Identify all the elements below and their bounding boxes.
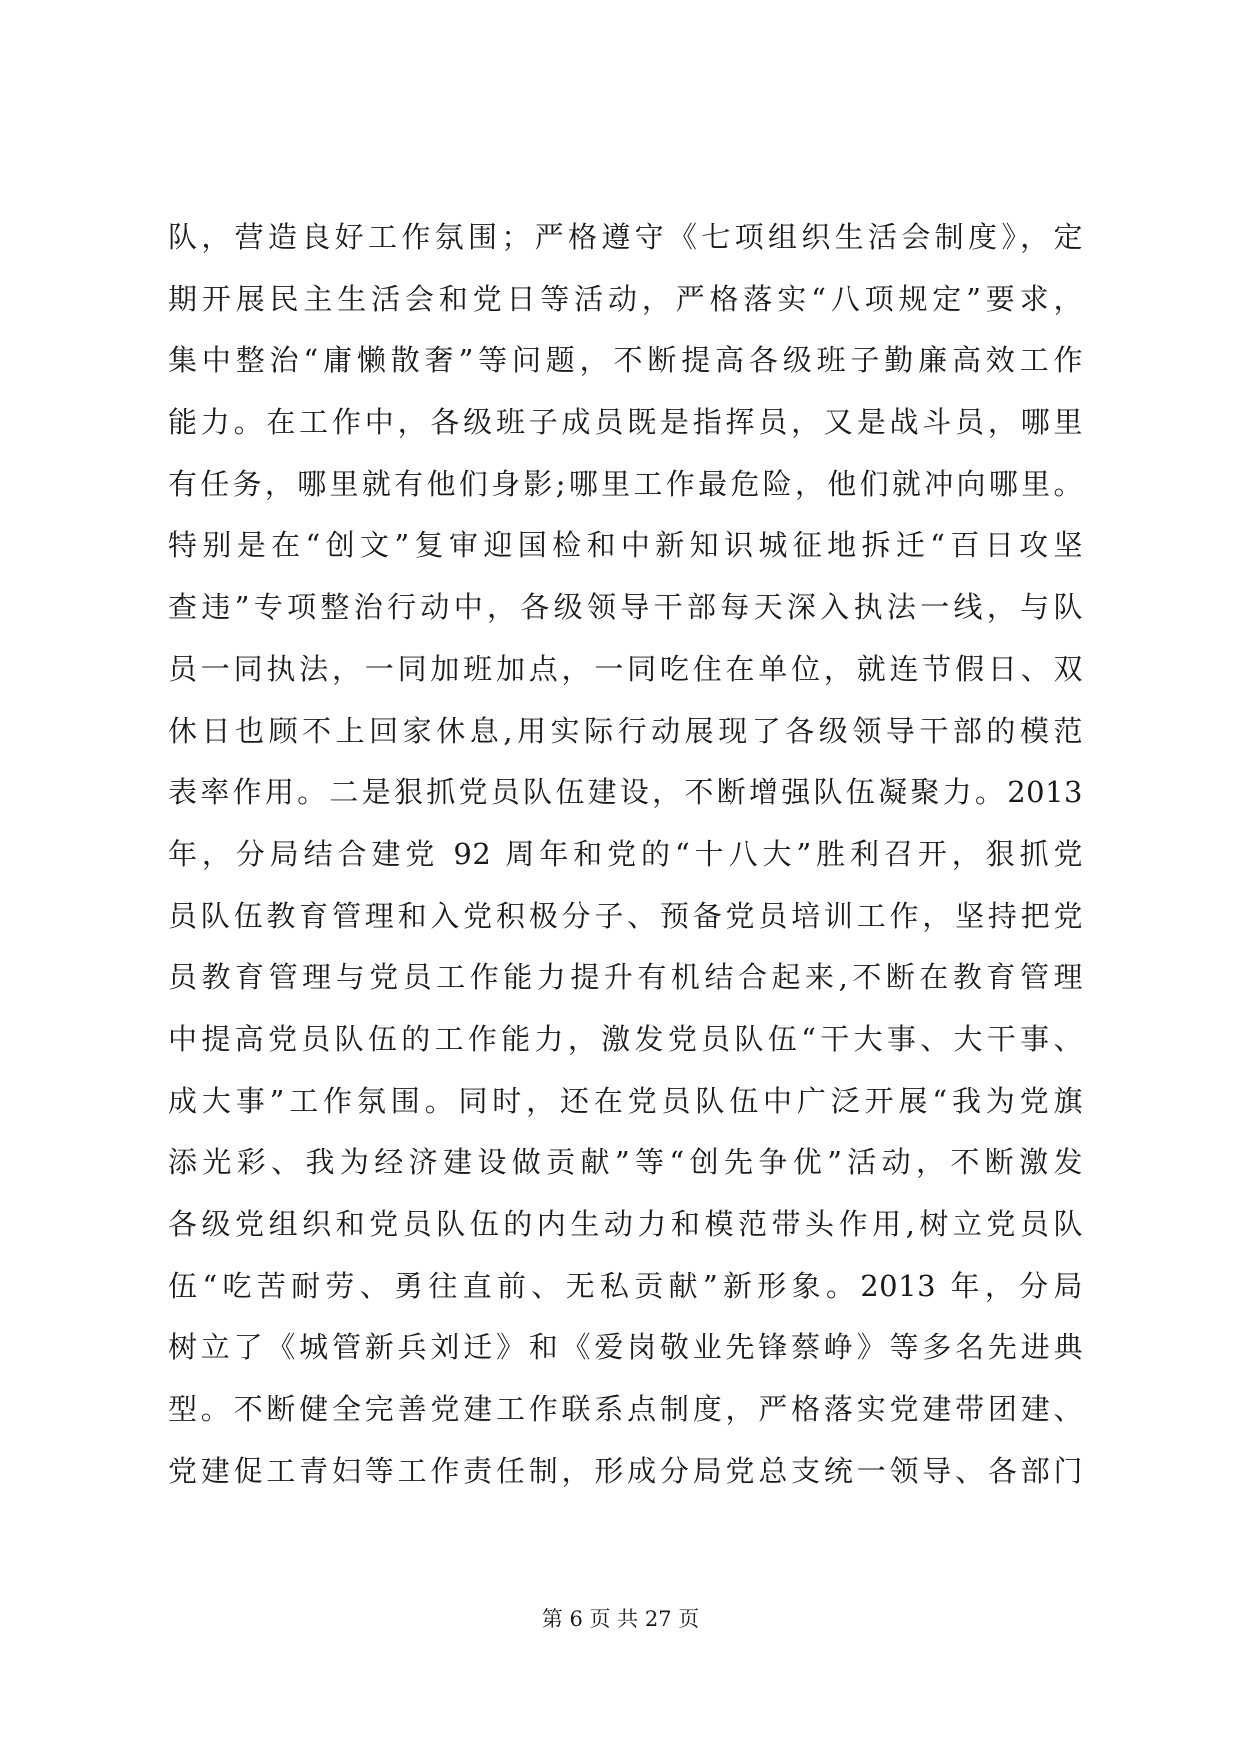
text-line: 能力。在工作中，各级班子成员既是指挥员，又是战斗员，哪里 — [168, 405, 1083, 440]
text-line: 集中整治“庸懒散奢”等问题，不断提高各级班子勤廉高效工作 — [168, 343, 1083, 378]
text-line: 各级党组织和党员队伍的内生动力和模范带头作用,树立党员队 — [168, 1207, 1083, 1241]
text-line: 队，营造良好工作氛围；严格遵守《七项组织生活会制度》，定 — [168, 220, 1083, 254]
text-line: 党建促工青妇等工作责任制，形成分局党总支统一领导、各部门 — [168, 1453, 1083, 1488]
text-line: 表率作用。二是狠抓党员队伍建设，不断增强队伍凝聚力。2013 — [168, 775, 1083, 810]
text-line: 员一同执法，一同加班加点，一同吃住在单位，就连节假日、双 — [168, 651, 1083, 686]
text-line: 伍“吃苦耐劳、勇往直前、无私贡献”新形象。2013 年，分局 — [168, 1268, 1083, 1303]
text-line: 查违”专项整治行动中，各级领导干部每天深入执法一线，与队 — [168, 590, 1083, 625]
text-line: 年，分局结合建党 92 周年和党的“十八大”胜利召开，狠抓党 — [168, 836, 1083, 871]
text-line: 型。不断健全完善党建工作联系点制度，严格落实党建带团建、 — [168, 1392, 1083, 1427]
text-line: 中提高党员队伍的工作能力，激发党员队伍“干大事、大干事、 — [168, 1021, 1083, 1056]
text-line: 特别是在“创文”复审迎国检和中新知识城征地拆迁“百日攻坚 — [168, 528, 1083, 563]
body-text — [168, 207, 1083, 1502]
text-line: 添光彩、我为经济建设做贡献”等“创先争优”活动，不断激发 — [168, 1145, 1083, 1180]
text-line: 员队伍教育管理和入党积极分子、预备党员培训工作，坚持把党 — [168, 898, 1083, 933]
text-line: 树立了《城管新兵刘迁》和《爱岗敬业先锋蔡峥》等多名先进典 — [168, 1330, 1083, 1365]
page-number-footer: 第 6 页 共 27 页 — [541, 1607, 700, 1631]
text-line: 休日也顾不上回家休息,用实际行动展现了各级领导干部的模范 — [168, 713, 1083, 748]
text-line: 有任务，哪里就有他们身影;哪里工作最危险，他们就冲向哪里。 — [168, 466, 1083, 501]
text-line: 员教育管理与党员工作能力提升有机结合起来,不断在教育管理 — [168, 960, 1083, 995]
text-line: 期开展民主生活会和党日等活动，严格落实“八项规定”要求， — [168, 281, 1083, 316]
text-line: 成大事”工作氛围。同时，还在党员队伍中广泛开展“我为党旗 — [168, 1083, 1083, 1118]
